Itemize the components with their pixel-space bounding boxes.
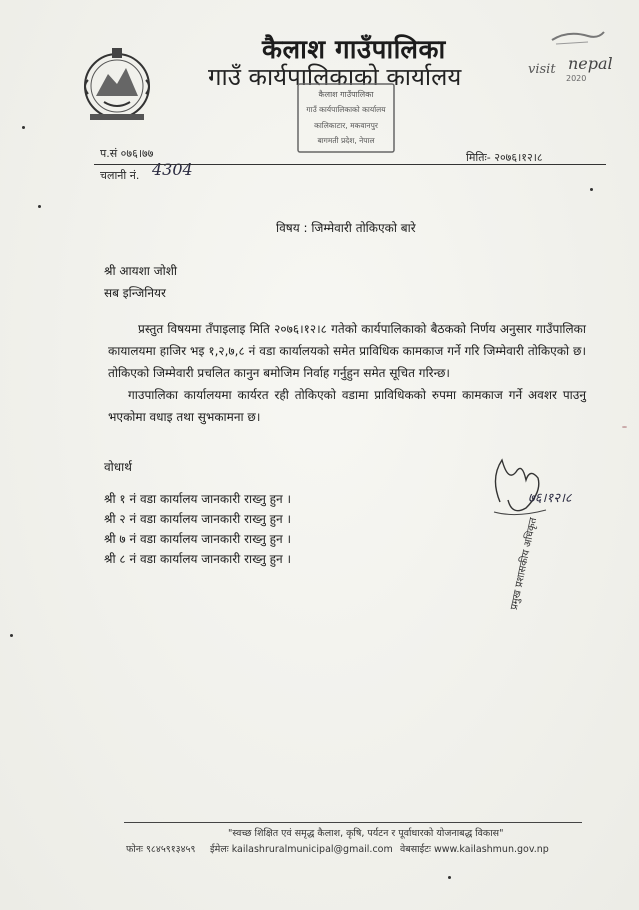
subject-line: विषय : जिम्मेवारी तोकिएको बारे [276,221,416,235]
nepal-text: nepal [568,54,613,73]
cc-heading: वोधार्थ [104,460,132,474]
dispatch-number: 4304 [152,160,193,179]
body-paragraph-1: प्रस्तुत विषयमा तँपाइलाइ मिति २०७६।१२।८ गतेको कार्यपालिकाको बैठकको निर्णय अनुसार गाउँपालिका कायालयमा हाजिर भइ १,२,७,८ नं वडा कार्यालयको समेत प्राविधिक कामकाज गर्ने गरि जिम्मेवारी तोकिएको छ। तोकिएको जिम्मेवारी प्रचलित कानुन बमोजिम निर्वाह गर्नुहुन समेत सूचित गरिन्छ। [108,322,586,380]
svg-text:कैलाश गाउँपालिका: कैलाश गाउँपालिका [318,90,374,99]
logo-brush-icon [548,26,608,48]
svg-text:बागमती प्रदेश, नेपाल: बागमती प्रदेश, नेपाल [317,136,375,145]
addressee-name: श्री आयशा जोशी [104,264,178,278]
office-title: गाउँ कार्यपालिकाको कार्यालय [208,63,462,91]
svg-text:गाउँ कार्यपालिकाको कार्यालय: गाउँ कार्यपालिकाको कार्यालय [306,105,386,114]
signature-block [486,452,596,612]
scan-speck [22,126,25,129]
cc-item: श्री ८ नं वडा कार्यालय जानकारी राख्नु हुन । [104,552,292,566]
reference-number: प.सं ०७६।७७ [100,147,154,160]
office-stamp [296,82,396,154]
signature-date: ७६।१२।८ [528,491,572,506]
svg-text:कालिकाटार, मकवानपुर: कालिकाटार, मकवानपुर [314,121,378,130]
body-paragraph-2: गाउपालिका कार्यालयमा कार्यरत रही तोकिएको वडामा प्राविधिकको रुपमा कामकाज गर्ने अवशर पाउनु भएकोमा वधाइ तथा सुभकामना छ। [108,388,586,424]
footer-phone: फोनः ९८४५९१३४५९ [126,844,196,855]
scan-speck [590,188,593,191]
signatory-title: प्रमुख प्रशासकीय अधिकृत [508,516,540,611]
header-divider [94,164,606,165]
footer-email: ईमेलः kailashruralmunicipal@gmail.com [210,844,393,855]
nepal-emblem-icon [74,40,160,126]
addressee-designation: सब इन्जिनियर [104,286,166,300]
footer-website: वेबसाईटः www.kailashmun.gov.np [400,844,549,855]
cc-item: श्री २ नं वडा कार्यालय जानकारी राख्नु हुन । [104,512,292,526]
footer-slogan: "स्वच्छ शिक्षित एवं समृद्ध कैलाश, कृषि, पर्यटन र पूर्वाधारको योजनाबद्ध विकास" [228,828,504,839]
scan-speck [622,426,627,428]
scan-speck [448,876,451,879]
visit-text: visit [528,62,556,77]
visit-nepal-logo [522,50,618,90]
dispatch-label: चलानी नं. [100,169,140,182]
cc-item: श्री १ नं वडा कार्यालय जानकारी राख्नु हुन । [104,492,292,506]
scan-speck [10,634,13,637]
letter-date: मितिः- २०७६।१२।८ [466,151,543,164]
municipality-title: कैलाश गाउँपालिका [262,35,446,65]
cc-item: श्री ७ नं वडा कार्यालय जानकारी राख्नु हुन । [104,532,292,546]
scan-speck [38,205,41,208]
year-text: 2020 [566,74,587,83]
footer-divider [124,822,582,823]
